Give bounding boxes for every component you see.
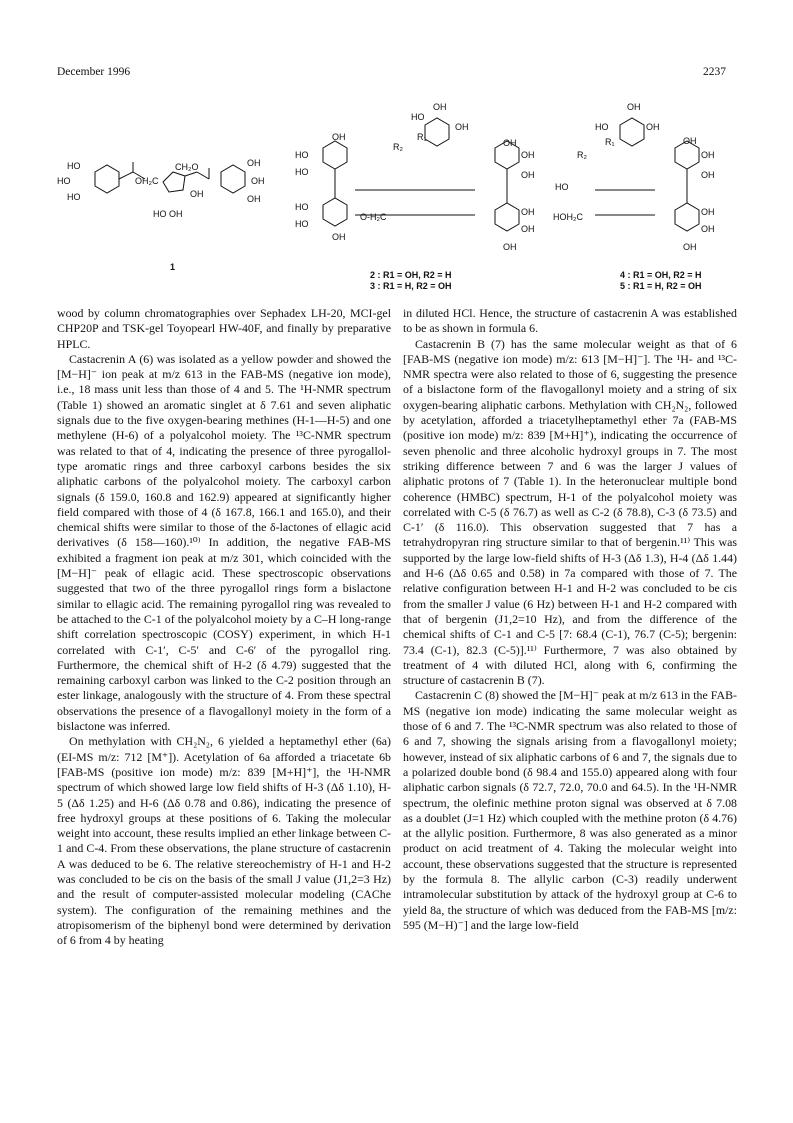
paragraph: in diluted HCl. Hence, the structure of castacrenin A was established to be as shown in formula 6.: [403, 306, 737, 336]
compound-label-2: 2 : R1 = OH, R2 = H: [370, 270, 452, 280]
svg-text:OH₂C: OH₂C: [135, 176, 159, 186]
svg-text:OH: OH: [521, 207, 535, 217]
chemical-structures-figure: [55, 100, 745, 300]
svg-text:R₂: R₂: [577, 150, 587, 160]
svg-text:HO OH: HO OH: [153, 209, 183, 219]
paragraph: Castacrenin B (7) has the same molecular weight as that of 6 [FAB-MS (negative ion mode) m/z: 613 [M−H]⁻]. The ¹H- and ¹³C-NMR spectra were also related to those of 6, suggesting the presence of a bislactone form of the flavogallonyl moiety and a string of six oxygen-bearing aliphatic carbons. Methylation with CH₂N₂, followed by acetylation, afforded a triacetylheptamethyl ether 7a (FAB-MS (positive ion mode) m/z: 839 [M+H]⁺), indicating the occurrence of seven phenolic and three alcoholic hydroxyl groups in 7. The most striking difference between 7 and 6 was the larger J values of aliphatic protons of 7 (Table 1). In the heteronuclear multiple bond coherence (HMBC) spectrum, H-1 of the polyalcohol moiety was correlated with C-5 (δ 76.7) as well as C-2 (δ 78.8), C-3 (δ 73.5) and C-1′ (δ 116.0). This observation suggested that 7 has a tetrahydropyran ring structure similar to that of bergenin.¹¹⁾ This was supported by the large low-field shifts of H-3 (Δδ 1.3), H-4 (Δδ 1.44) and H-6 (Δδ 0.65 and 0.58) in 7a compared with those of 7. The relative configuration between H-1 and H-2 was concluded to be cis from the smaller J value (6 Hz) between H-1 and H-2 compared with that of bergenin (J1,2=10 Hz), and from the difference of the chemical shifts of C-1 and C-5 [7: 68.4 (C-1), 76.7 (C-5); bergenin: 73.4 (C-1), 82.3 (C-5)].¹¹⁾ Furthermore, 7 was also obtained by treatment of 4 with diluted HCl, along with 6, confirming the structure of castacrenin B (7).: [403, 336, 737, 688]
svg-text:OH: OH: [627, 102, 641, 112]
compound-label-1: 1: [170, 262, 176, 272]
svg-text:HOH₂C: HOH₂C: [553, 212, 583, 222]
svg-text:R₂: R₂: [393, 142, 403, 152]
paragraph: On methylation with CH₂N₂, 6 yielded a heptamethyl ether (6a) (EI-MS m/z: 712 [M⁺]). Acetylation of 6a afforded a triacetate 6b [FAB-MS (positive ion mode) m/z: 839 [M+H]⁺], the ¹H-NMR spectrum of which showed large low field shifts of H-3 (Δδ 1.10), H-5 (Δδ 1.25) and H-6 (Δδ 0.78 and 0.86), indicating the presence of free hydroxyl groups at these positions of 6. Taking the molecular weight into account, these results implied an ether linkage between C-1 and C-4. From these observations, the plane structure of castacrenin A was deduced to be 6. The relative stereochemistry of H-1 and H-2 was concluded to be cis on the basis of the small J value (J1,2=3 Hz) and the result of computer-assisted molecular modeling (CAChe system). The configuration of the remaining methines and the atropisomerism of the biphenyl bond were determined by derivation of 6 from 4 by heating: [57, 734, 391, 948]
compound-label-5: 5 : R1 = H, R2 = OH: [620, 281, 702, 291]
svg-text:OH: OH: [455, 122, 469, 132]
svg-text:HO: HO: [555, 182, 569, 192]
svg-text:HO: HO: [295, 202, 309, 212]
svg-text:OH: OH: [521, 150, 535, 160]
svg-text:OH: OH: [247, 158, 261, 168]
svg-text:OH: OH: [701, 150, 715, 160]
svg-text:OH: OH: [247, 194, 261, 204]
svg-text:OH: OH: [646, 122, 660, 132]
svg-text:HO: HO: [411, 112, 425, 122]
svg-text:OH: OH: [503, 242, 517, 252]
svg-text:OH: OH: [251, 176, 265, 186]
svg-text:OH: OH: [701, 170, 715, 180]
right-text-column: [403, 306, 737, 933]
svg-text:OH: OH: [503, 138, 517, 148]
paragraph: wood by column chromatographies over Sephadex LH-20, MCI-gel CHP20P and TSK-gel Toyopearl HW-40F, and finally by preparative HPLC.: [57, 306, 391, 351]
svg-text:R₁: R₁: [605, 137, 615, 147]
svg-text:OH: OH: [701, 224, 715, 234]
svg-text:OH: OH: [683, 242, 697, 252]
compound-label-3: 3 : R1 = H, R2 = OH: [370, 281, 452, 291]
svg-text:OH: OH: [683, 136, 697, 146]
svg-text:R₁: R₁: [417, 132, 427, 142]
structure-4-5: [553, 102, 715, 252]
svg-text:HO: HO: [295, 167, 309, 177]
svg-text:HO: HO: [67, 192, 81, 202]
svg-text:CH₂O: CH₂O: [175, 162, 199, 172]
svg-text:OH: OH: [332, 232, 346, 242]
svg-text:OH: OH: [521, 224, 535, 234]
paragraph: Castacrenin C (8) showed the [M−H]⁻ peak at m/z 613 in the FAB-MS (negative ion mode) indicating the same molecular weight as those of 6 and 7. The ¹³C-NMR spectrum was also related to those of 6 and 7, showing the signals arising from a flavogallonyl moiety; however, instead of six aliphatic carbons of 6 and 7, the signals due to a polarized double bond (δ 98.4 and 155.0) appeared along with four aliphatic carbon signals (δ 72.7, 72.0, 70.0 and 64.5). In the ¹H-NMR spectrum, the olefinic methine proton signal was observed at δ 7.08 as a doublet (J=1 Hz) which coupled with the methine proton (δ 4.76) at the allylic position. Furthermore, 8 was also generated as a minor product on acid treatment of 4. Taking the molecular weight into account, these observations suggested that the structure is represented by the formula 8. The allylic carbon (C-3) readily underwent intramolecular substitution by attack of the hydroxyl group at C-6 to yield 8a, the structure of which was deduced from the FAB-MS [m/z: 595 (M−H)⁻] and the large low-field: [403, 688, 737, 932]
svg-text:HO: HO: [57, 176, 71, 186]
structure-1: [57, 158, 265, 219]
compound-label-4: 4 : R1 = OH, R2 = H: [620, 270, 702, 280]
structure-2-3: [295, 102, 535, 252]
svg-text:OH: OH: [190, 189, 204, 199]
paragraph: Castacrenin A (6) was isolated as a yellow powder and showed the [M−H]⁻ ion peak at m/z 613 in the FAB-MS (negative ion mode), i.e., 18 mass unit less than those of 4 and 5. The ¹H-NMR spectrum (Table 1) showed an aromatic singlet at δ 7.61 and seven aliphatic signals due to the five oxygen-bearing methines (H-1—H-5) and one methylene (H-6) of a polyalcohol moiety. The ¹³C-NMR spectrum was related to that of 4, indicating the presence of three pyrogallol-type aromatic rings and three carboxyl carbons besides the six aliphatic carbons of the polyalcohol moiety. The carboxyl carbon signals (δ 159.0, 160.8 and 162.9) appeared at significantly higher field compared with those of 4 (δ 167.8, 166.1 and 165.0), and their chemical shifts were similar to those of the δ-lactones of ellagic acid derivatives (δ 158—160).¹⁰⁾ In addition, the negative FAB-MS exhibited a fragment ion peak at m/z 301, which coincided with the [M−H]⁻ peak of ellagic acid. These spectroscopic observations suggested that two of the three pyrogallol rings form a bislactone similar to ellagic acid. The remaining pyrogallol ring was revealed to be attached to the C-1 of the polyalcohol moiety by a C–H long-range shift correlation spectroscopic (COSY) experiment, in which H-1 correlated with C-1′, C-5′ and C-6′ of the pyrogallol ring. Furthermore, the chemical shift of H-2 (δ 4.79) suggested that the remaining carboxyl carbon was linked to the C-2 position through an ester linkage, analogously with the structure of 4. From these spectral observations the presence of a flavogallonyl moiety in the form of a bislactone was inferred.: [57, 351, 391, 734]
running-header-date: December 1996: [57, 66, 131, 78]
svg-text:HO: HO: [295, 219, 309, 229]
left-text-column: [57, 306, 391, 948]
svg-text:HO: HO: [595, 122, 609, 132]
svg-text:HO: HO: [295, 150, 309, 160]
svg-text:OH: OH: [332, 132, 346, 142]
page-number: 2237: [703, 66, 726, 78]
svg-text:OH: OH: [433, 102, 447, 112]
svg-text:OH: OH: [521, 170, 535, 180]
svg-text:OH: OH: [701, 207, 715, 217]
svg-text:O-H₂C: O-H₂C: [360, 212, 387, 222]
svg-text:HO: HO: [67, 161, 81, 171]
